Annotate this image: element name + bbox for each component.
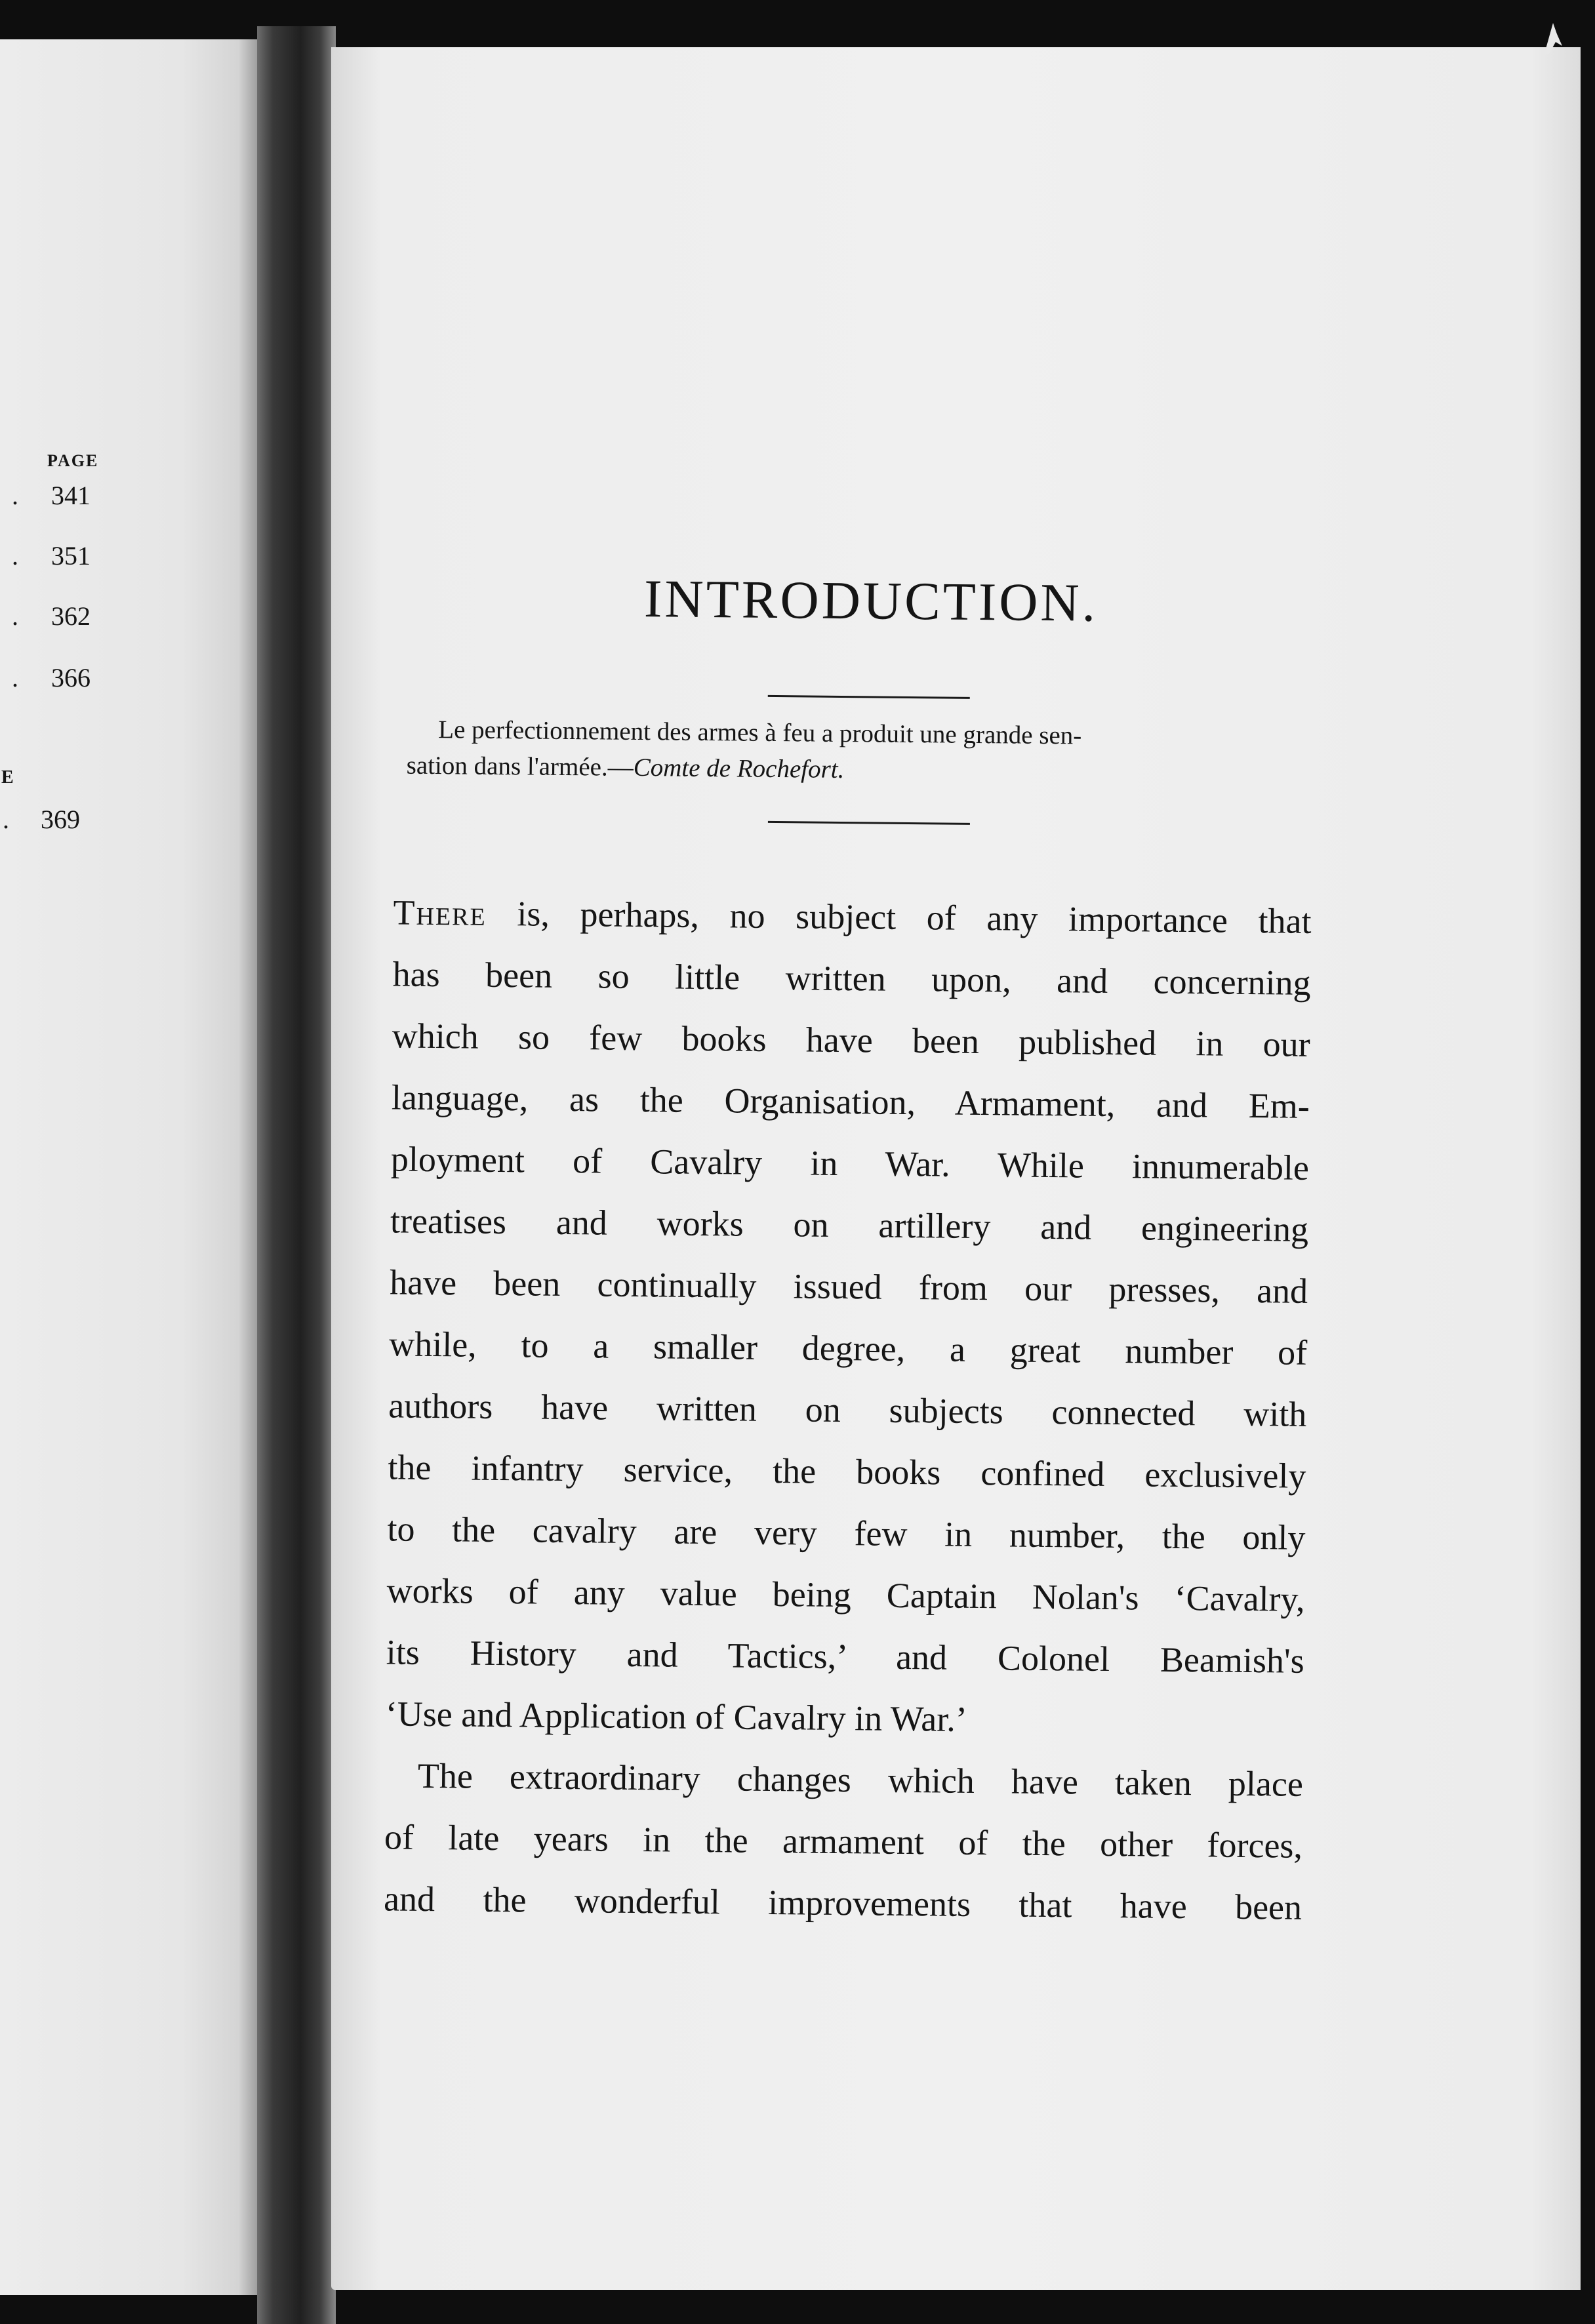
toc-leader: . [12, 601, 18, 631]
text-line: the infantry service, the books confined exclusively [388, 1447, 1306, 1496]
toc-leader: . [12, 663, 18, 692]
toc-edge-fragment [0, 767, 131, 800]
text-line: while, to a smaller degree, a great number of [388, 1324, 1308, 1372]
text-line: authors have written on subjects connected with [388, 1386, 1307, 1434]
toc-entry [0, 662, 131, 695]
text-line: of late years in the armament of the other forces, [384, 1817, 1303, 1866]
epigraph-text: sation dans l'armée.— [406, 751, 634, 782]
text-line: works of any value being Captain Nolan's ‘Cavalry, [386, 1571, 1305, 1619]
contents-fragment [0, 39, 259, 2295]
toc-entry [0, 601, 131, 633]
text-line: which so few books have been published in our [392, 1016, 1310, 1064]
text-line: ployment of Cavalry in War. While innumerable [390, 1139, 1310, 1188]
toc-entry [0, 804, 131, 837]
toc-leader: . [12, 481, 18, 510]
toc-page-number: 369 [41, 805, 80, 834]
text-line: has been so little written upon, and concerning [392, 954, 1311, 1003]
toc-edge-letter: E [1, 767, 14, 788]
page-content [383, 0, 1327, 1927]
toc-leader: . [12, 541, 18, 571]
chapter-title: INTRODUCTION. [643, 569, 1099, 633]
toc-page-number: 341 [51, 481, 91, 510]
text-line: ‘Use and Application of Cavalry in War.’ [385, 1694, 968, 1739]
toc-page-header: PAGE [47, 451, 99, 470]
text-line: language, as the Organisation, Armament, and Em- [391, 1077, 1310, 1126]
book-gutter [257, 26, 336, 2324]
line-text: is, perhaps, no subject of any importance that [486, 893, 1312, 941]
text-line [393, 881, 1312, 952]
text-line: to the cavalry are very few in number, the only [387, 1509, 1306, 1557]
epigraph-attribution: Comte de Rochefort. [633, 753, 845, 784]
toc-page-number: 366 [51, 663, 91, 692]
epigraph [406, 711, 1325, 792]
toc-entry [0, 540, 131, 573]
toc-page-number: 351 [51, 541, 91, 571]
toc-leader: . [3, 805, 9, 834]
text-line: have been continually issued from our presses, and [389, 1262, 1308, 1311]
text-line: The extraordinary changes which have taken place [417, 1755, 1304, 1804]
lead-word: There [393, 892, 487, 933]
left-page [0, 39, 259, 2295]
toc-page-number: 362 [51, 601, 91, 631]
toc-entry [0, 480, 131, 513]
corner-mark-icon [1540, 20, 1566, 59]
epigraph-line: Le perfectionnement des armes à feu a produit une grande sen- [438, 715, 1082, 750]
text-line: its History and Tactics,’ and Colonel Beamish's [386, 1632, 1304, 1681]
text-line: treatises and works on artillery and engineering [390, 1201, 1309, 1249]
body-text [384, 881, 1312, 1938]
text-line: and the wonderful improvements that have been [383, 1879, 1302, 1927]
